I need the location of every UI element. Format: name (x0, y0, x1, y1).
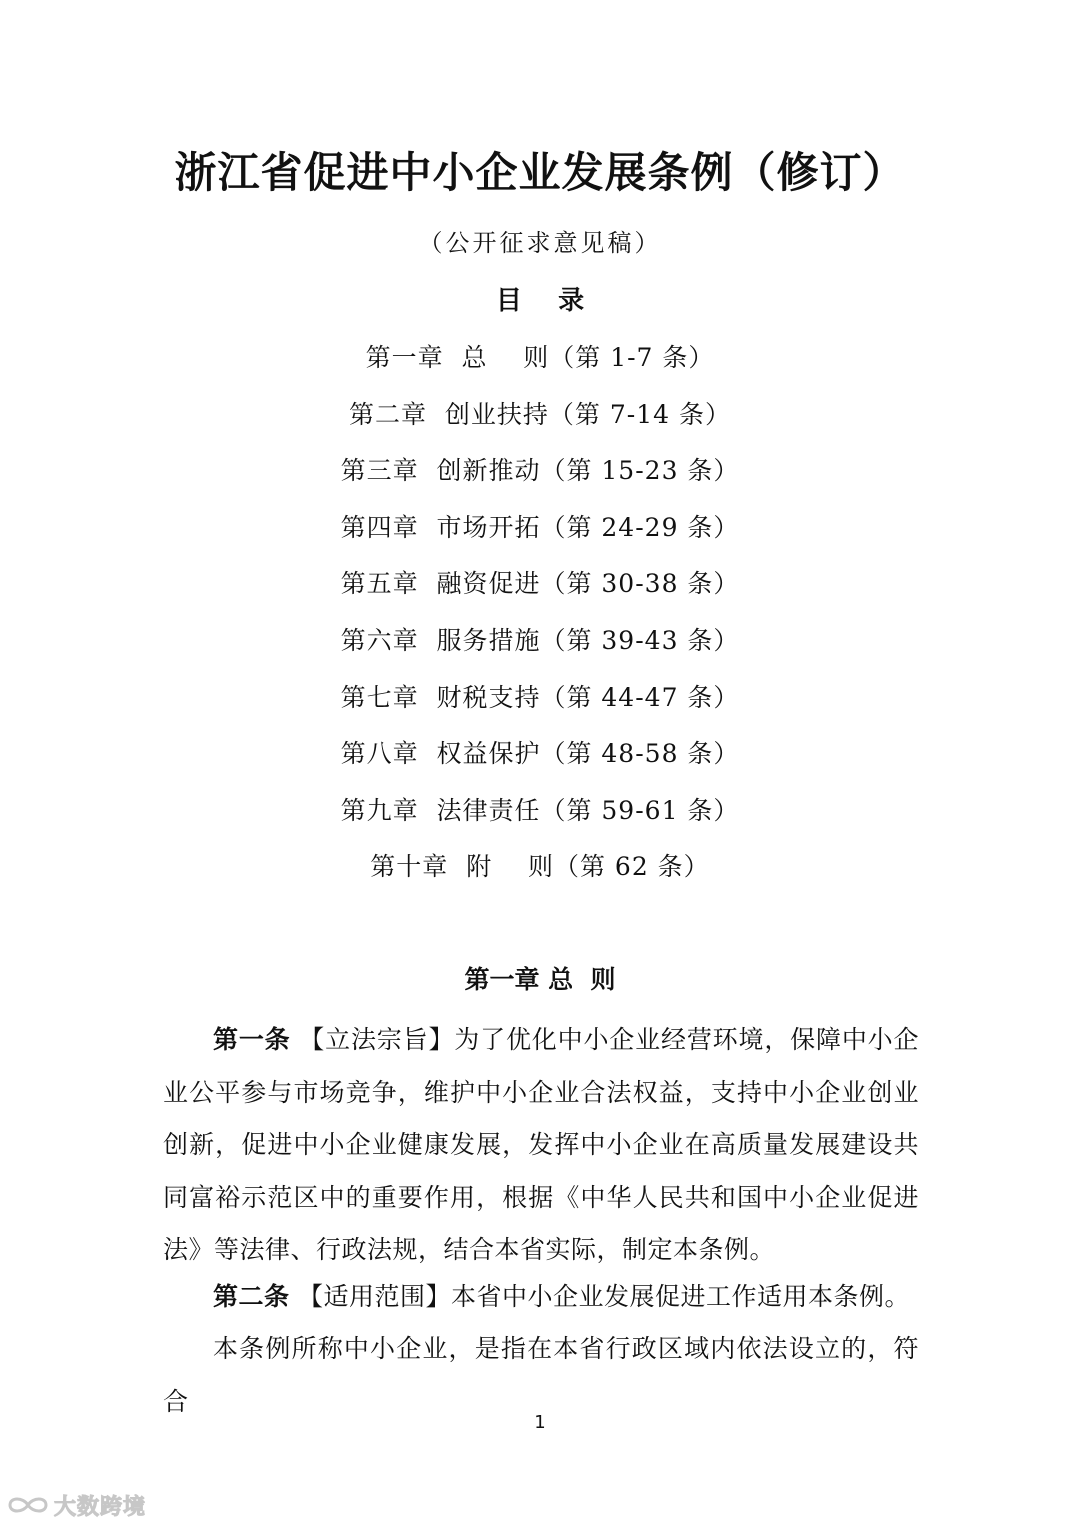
article-1 (163, 1014, 919, 1277)
document-title: 浙江省促进中小企业发展条例（修订） (174, 148, 906, 197)
watermark-text: 大数跨境 (54, 1494, 147, 1520)
toc-item-chapter-7: 第七章 财税支持（第 44-47 条） (340, 682, 740, 712)
toc-item-chapter-5: 第五章 融资促进（第 30-38 条） (340, 569, 740, 599)
toc-item-chapter-1: 第一章 总 则（第 1-7 条） (365, 343, 715, 372)
article-1-text: 【立法宗旨】为了优化中小企业经营环境，保障中小企业公平参与市场竞争，维护中小企业合法权益，支持中小企业创业创新，促进中小企业健康发展，发挥中小企业在高质量发展建设共同富裕示范区中的重要作用，根据《中华人民共和国中小企业促进法》等法律、行政法规，结合本省实际，制定本条例。 (163, 1025, 919, 1264)
table-of-contents (0, 336, 1080, 902)
toc-item-chapter-6: 第六章 服务措施（第 39-43 条） (340, 625, 740, 655)
toc-item-chapter-4: 第四章 市场开拓（第 24-29 条） (340, 512, 740, 542)
article-1-label: 第一条 (213, 1025, 291, 1054)
toc-item-chapter-8: 第八章 权益保护（第 48-58 条） (340, 739, 740, 769)
toc-heading: 目 录 (495, 286, 585, 316)
toc-item-chapter-2: 第二章 创业扶持（第 7-14 条） (349, 399, 731, 429)
toc-item-chapter-10: 第十章 附 则（第 62 条） (370, 852, 710, 882)
article-2-label: 第二条 (213, 1282, 290, 1311)
article-2 (163, 1271, 919, 1324)
infinity-logo-icon (6, 1493, 50, 1517)
page-number: 1 (534, 1412, 546, 1433)
article-2-paragraph: 本条例所称中小企业，是指在本省行政区域内依法设立的，符合 (163, 1334, 919, 1416)
watermark (6, 1490, 146, 1520)
chapter-1-heading: 第一章 总 则 (464, 965, 616, 994)
document-subtitle: （公开征求意见稿） (418, 229, 662, 257)
toc-item-chapter-9: 第九章 法律责任（第 59-61 条） (340, 795, 740, 825)
article-2-text: 【适用范围】本省中小企业发展促进工作适用本条例。 (289, 1282, 910, 1311)
toc-item-chapter-3: 第三章 创新推动（第 15-23 条） (340, 456, 740, 486)
